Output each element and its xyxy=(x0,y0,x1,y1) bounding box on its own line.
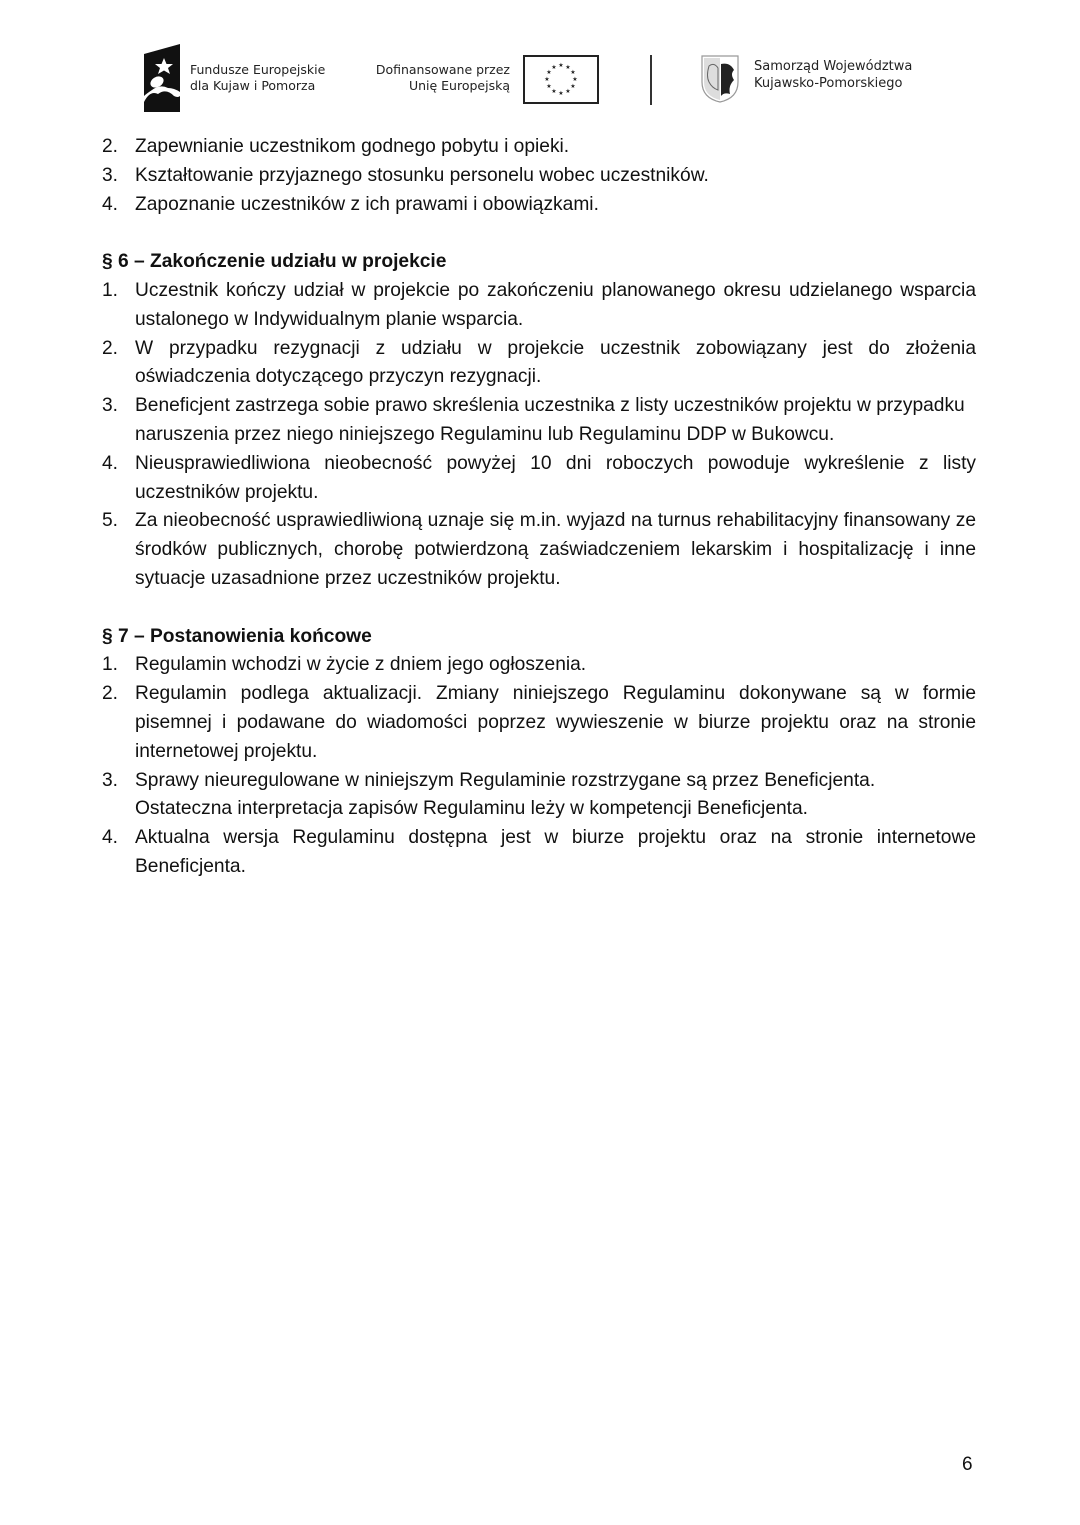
item-number: 3. xyxy=(102,395,119,417)
item-number: 4. xyxy=(102,827,119,849)
list-item xyxy=(102,162,976,191)
list-item xyxy=(102,824,976,882)
item-text: W przypadku rezygnacji z udziału w projekcie uczestnik zobowiązany jest do złożenia oświadczenia dotyczącego przyczyn rezygnacji. xyxy=(135,337,976,388)
svg-text:★: ★ xyxy=(565,88,571,95)
item-number: 2. xyxy=(102,337,119,359)
item-text: Kształtowanie przyjaznego stosunku personelu wobec uczestników. xyxy=(135,164,709,186)
svg-text:★: ★ xyxy=(546,83,552,90)
item-number: 2. xyxy=(102,136,119,157)
header-divider xyxy=(650,55,652,105)
svg-text:★: ★ xyxy=(570,83,576,90)
list-item xyxy=(102,277,976,335)
list-item xyxy=(102,133,976,162)
eu-line1: Dofinansowane przez xyxy=(375,62,510,77)
list-item xyxy=(102,450,976,508)
svg-text:★: ★ xyxy=(546,69,552,76)
item-text: Sprawy nieuregulowane w niniejszym Regulaminie rozstrzygane są przez Beneficjenta. Ostateczna interpretacja zapisów Regulaminu leży w kompetencji Beneficjenta. xyxy=(135,769,876,820)
document-body xyxy=(102,133,976,882)
item-text: Regulamin wchodzi w życie z dniem jego ogłoszenia. xyxy=(135,654,587,676)
page-header xyxy=(0,0,1080,120)
svg-text:★: ★ xyxy=(570,69,576,76)
item-number: 2. xyxy=(102,683,119,705)
kujawsko-pomorskie-crest-icon xyxy=(700,54,740,104)
svg-text:★: ★ xyxy=(551,88,557,95)
list-item xyxy=(102,392,976,450)
item-number: 3. xyxy=(102,164,119,186)
svg-text:★: ★ xyxy=(565,64,571,71)
eu-cofinancing-text xyxy=(360,62,510,94)
continued-list xyxy=(102,133,976,219)
item-text: Regulamin podlega aktualizacji. Zmiany niniejszego Regulaminu dokonywane są w formie pisemnej i podawane do wiadomości poprzez wywieszenie w biurze projektu oraz na stronie internetowej projektu. xyxy=(135,683,976,762)
item-text: Aktualna wersja Regulaminu dostępna jest w biurze projektu oraz na stronie internetowe Beneficjenta. xyxy=(135,827,976,877)
eu-line2: Unię Europejską xyxy=(408,78,510,93)
section-7-list xyxy=(102,651,976,881)
region-logo-text xyxy=(754,58,912,92)
item-text: Zapoznanie uczestników z ich prawami i obowiązkami. xyxy=(135,193,599,215)
fe-logo-text xyxy=(190,62,325,94)
region-line1: Samorząd Województwa xyxy=(754,59,913,74)
eu-flag-icon xyxy=(523,55,599,104)
item-text: Zapewnianie uczestnikom godnego pobytu i opieki. xyxy=(135,136,570,157)
list-item xyxy=(102,507,976,593)
page-number: 6 xyxy=(962,1454,973,1475)
list-item xyxy=(102,191,976,220)
svg-text:★: ★ xyxy=(551,64,557,71)
svg-text:★: ★ xyxy=(544,76,550,83)
item-number: 4. xyxy=(102,193,119,215)
list-item xyxy=(102,680,976,766)
svg-text:★: ★ xyxy=(558,90,564,97)
item-number: 5. xyxy=(102,510,119,532)
fe-logo-line1: Fundusze Europejskie xyxy=(190,62,326,77)
list-item xyxy=(102,651,976,680)
fe-logo-line2: dla Kujaw i Pomorza xyxy=(190,78,316,93)
svg-text:★: ★ xyxy=(572,76,578,83)
item-text: Beneficjent zastrzega sobie prawo skreślenia uczestnika z listy uczestników projektu w przypadku naruszenia przez niego niniejszego Regulaminu lub Regulaminu DDP w Bukowcu. xyxy=(135,395,965,445)
section-6-title: § 6 – Zakończenie udziału w projekcie xyxy=(102,251,447,273)
item-text: Nieusprawiedliwiona nieobecność powyżej 10 dni roboczych powoduje wykreślenie z listy uczestników projektu. xyxy=(135,452,976,503)
list-item xyxy=(102,767,976,825)
item-number: 1. xyxy=(102,654,119,676)
region-line2: Kujawsko-Pomorskiego xyxy=(754,76,903,91)
item-number: 1. xyxy=(102,279,119,301)
section-7-title: § 7 – Postanowienia końcowe xyxy=(102,625,372,647)
item-text: Za nieobecność usprawiedliwioną uznaje się m.in. wyjazd na turnus rehabilitacyjny finansowany ze środków publicznych, chorobę potwierdzoną zaświadczeniem lekarskim i hospitalizację i inne sytuacje uzasadnione przez uczestników projektu. xyxy=(135,510,976,589)
item-number: 4. xyxy=(102,452,119,474)
item-text: Uczestnik kończy udział w projekcie po zakończeniu planowanego okresu udzielanego wsparcia ustalonego w Indywidualnym planie wsparcia. xyxy=(135,279,976,330)
section-6-list xyxy=(102,277,976,594)
list-item xyxy=(102,335,976,393)
svg-text:★: ★ xyxy=(558,62,564,69)
fundusze-europejskie-logo-icon xyxy=(144,44,180,112)
item-number: 3. xyxy=(102,769,119,791)
